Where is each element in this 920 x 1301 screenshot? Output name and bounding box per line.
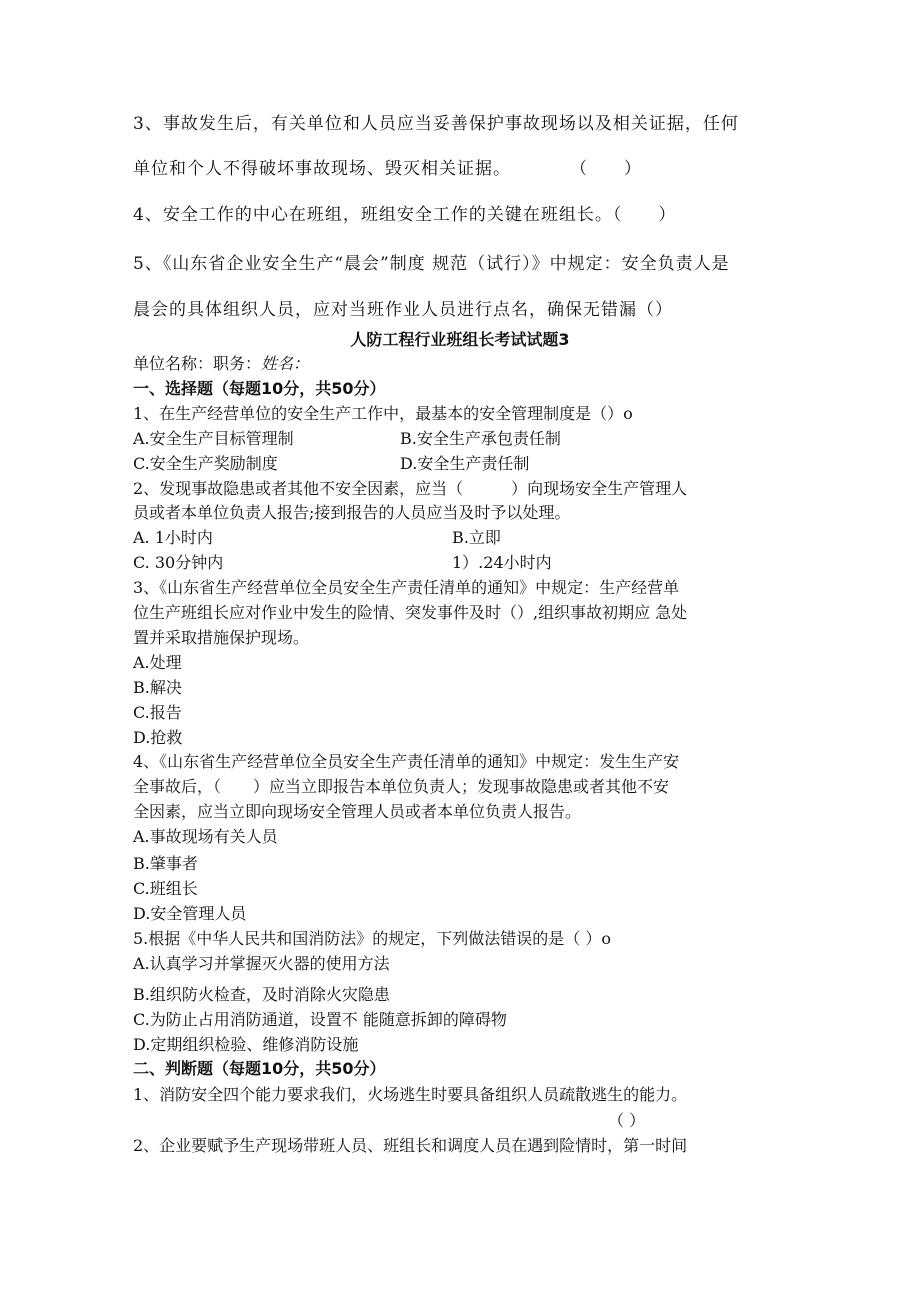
section1-heading: 一、选择题（每题10分，共50分） [133,379,386,398]
q3-line3: 置并采取措施保护现场。 [133,628,310,647]
j1-blank: （ ） [608,1111,646,1130]
q5-option-b: B.组织防火检查，及时消除火灾隐患 [133,985,390,1004]
q2-option-c: C. 30分钟内 [133,553,224,572]
q3-option-d: D.抢救 [133,728,183,747]
top-q5-line2: 晨会的具体组织人员，应对当班作业人员进行点名，确保无错漏（） [133,300,673,320]
q1-stem: 1、在生产经营单位的安全生产工作中，最基本的安全管理制度是（）o [133,404,633,423]
q4-line3: 全因素，应当立即向现场安全管理人员或者本单位负责人报告。 [133,802,582,821]
q4-option-a: A.事故现场有关人员 [133,827,278,846]
top-q4: 4、安全工作的中心在班组，班组安全工作的关键在班组长。（ ） [133,205,677,225]
q3-line2: 位生产班组长应对作业中发生的险情、突发事件及时（）,组织事故初期应 急处 [133,603,688,622]
q1-option-a: A.安全生产目标管理制 [133,429,294,448]
q2-line1: 2、发现事故隐患或者其他不安全因素，应当（ ）向现场安全生产管理人 [133,479,688,498]
top-q3-line1: 3、事故发生后，有关单位和人员应当妥善保护事故现场以及相关证据，任何 [133,114,739,134]
q3-line1: 3、《山东省生产经营单位全员安全生产责任清单的通知》中规定：生产经营单 [133,578,680,597]
q2-line2: 员或者本单位负责人报告;接到报告的人员应当及时予以处理。 [133,503,571,522]
q2-option-d: 1）.24小时内 [452,553,552,572]
q1-option-b: B.安全生产承包责任制 [400,429,561,448]
q2-option-b: B.立即 [452,528,501,547]
q4-line1: 4、《山东省生产经营单位全员安全生产责任清单的通知》中规定：发生生产安 [133,752,680,771]
section2-heading: 二、判断题（每题10分，共50分） [133,1059,386,1078]
q4-option-d: D.安全管理人员 [133,904,247,923]
top-q3-blank: （ ） [570,159,642,179]
info-name-label: 姓名： [261,354,310,373]
q5-stem: 5.根据《中华人民共和国消防法》的规定，下列做法错误的是（ ）o [133,929,611,948]
q2-option-a: A. 1小时内 [133,528,213,547]
q4-option-b: B.肇事者 [133,854,198,873]
q3-option-b: B.解决 [133,678,182,697]
q5-option-d: D.定期组织检验、维修消防设施 [133,1035,359,1054]
q5-option-a: A.认真学习并掌握灭火器的使用方法 [133,954,390,973]
exam-title: 人防工程行业班组长考试试题3 [350,330,570,349]
q3-option-a: A.处理 [133,653,182,672]
info-label: 单位名称：职务： [133,354,262,373]
q4-line2: 全事故后，（ ）应当立即报告本单位负责人；发现事故隐患或者其他不安 [133,777,670,796]
q1-option-c: C.安全生产奖励制度 [133,454,278,473]
info-line [133,354,309,374]
j2-line1: 2、企业要赋予生产现场带班人员、班组长和调度人员在遇到险情时，第一时间 [133,1136,688,1155]
top-q5-line1: 5、《山东省企业安全生产“晨会”制度 规范（试行）》中规定：安全负责人是 [133,254,730,274]
top-q3-line2: 单位和个人不得破坏事故现场、毁灭相关证据。 [133,159,511,179]
j1-line1: 1、消防安全四个能力要求我们，火场逃生时要具备组织人员疏散逃生的能力。 [133,1085,688,1104]
q4-option-c: C.班组长 [133,879,198,898]
q1-option-d: D.安全生产责任制 [400,454,530,473]
q3-option-c: C.报告 [133,703,182,722]
q5-option-c: C.为防止占用消防通道，设置不 能随意拆卸的障碍物 [133,1010,507,1029]
